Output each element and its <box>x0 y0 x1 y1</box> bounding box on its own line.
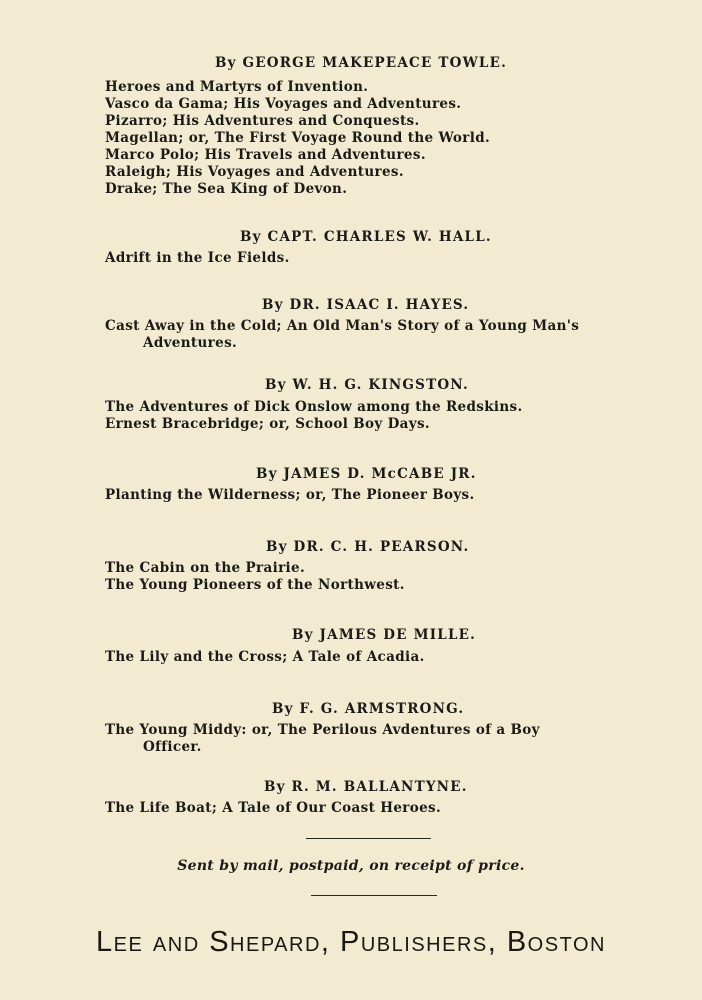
book-title: The Lily and the Cross; A Tale of Acadia. <box>105 649 425 665</box>
mail-note: Sent by mail, postpaid, on receipt of price. <box>177 858 525 874</box>
author-heading: By DR. ISAAC I. HAYES. <box>262 297 470 313</box>
book-title: The Life Boat; A Tale of Our Coast Heroes. <box>105 800 442 816</box>
title-list <box>105 250 665 267</box>
title-list <box>105 399 665 433</box>
author-heading: By GEORGE MAKEPEACE TOWLE. <box>215 55 508 71</box>
book-title: Adrift in the Ice Fields. <box>105 250 290 266</box>
title-list <box>105 722 665 756</box>
title-list <box>105 560 665 594</box>
book-title: Officer. <box>143 739 202 755</box>
title-list <box>105 318 665 352</box>
divider-rule <box>311 895 437 896</box>
divider-rule <box>306 838 431 839</box>
book-title: The Adventures of Dick Onslow among the Redskins. <box>105 399 523 415</box>
author-heading: By R. M. BALLANTYNE. <box>264 779 468 795</box>
publisher-imprint: Lee and Shepard, Publishers, Boston <box>96 926 606 958</box>
book-title: Pizarro; His Adventures and Conquests. <box>105 113 420 129</box>
author-heading: By W. H. G. KINGSTON. <box>265 377 469 393</box>
title-list <box>105 800 665 817</box>
author-heading: By JAMES D. McCABE JR. <box>256 466 477 482</box>
book-title: The Young Pioneers of the Northwest. <box>105 577 405 593</box>
book-title: Adventures. <box>143 335 238 351</box>
author-heading: By CAPT. CHARLES W. HALL. <box>240 229 492 245</box>
book-title: Heroes and Martyrs of Invention. <box>105 79 369 95</box>
book-title: Vasco da Gama; His Voyages and Adventures. <box>105 96 462 112</box>
book-title: Magellan; or, The First Voyage Round the World. <box>105 130 491 146</box>
author-heading: By F. G. ARMSTRONG. <box>272 701 465 717</box>
book-title: Marco Polo; His Travels and Adventures. <box>105 147 426 163</box>
book-title: The Young Middy: or, The Perilous Avdentures of a Boy <box>105 722 540 738</box>
author-heading: By JAMES DE MILLE. <box>292 627 477 643</box>
title-list <box>105 487 665 504</box>
author-heading: By DR. C. H. PEARSON. <box>266 539 470 555</box>
book-title: The Cabin on the Prairie. <box>105 560 306 576</box>
book-title: Planting the Wilderness; or, The Pioneer Boys. <box>105 487 475 503</box>
book-title: Ernest Bracebridge; or, School Boy Days. <box>105 416 430 432</box>
book-title: Raleigh; His Voyages and Adventures. <box>105 164 404 180</box>
title-list <box>105 79 665 198</box>
book-title: Drake; The Sea King of Devon. <box>105 181 348 197</box>
book-title: Cast Away in the Cold; An Old Man's Story of a Young Man's <box>105 318 580 334</box>
title-list <box>105 649 665 666</box>
